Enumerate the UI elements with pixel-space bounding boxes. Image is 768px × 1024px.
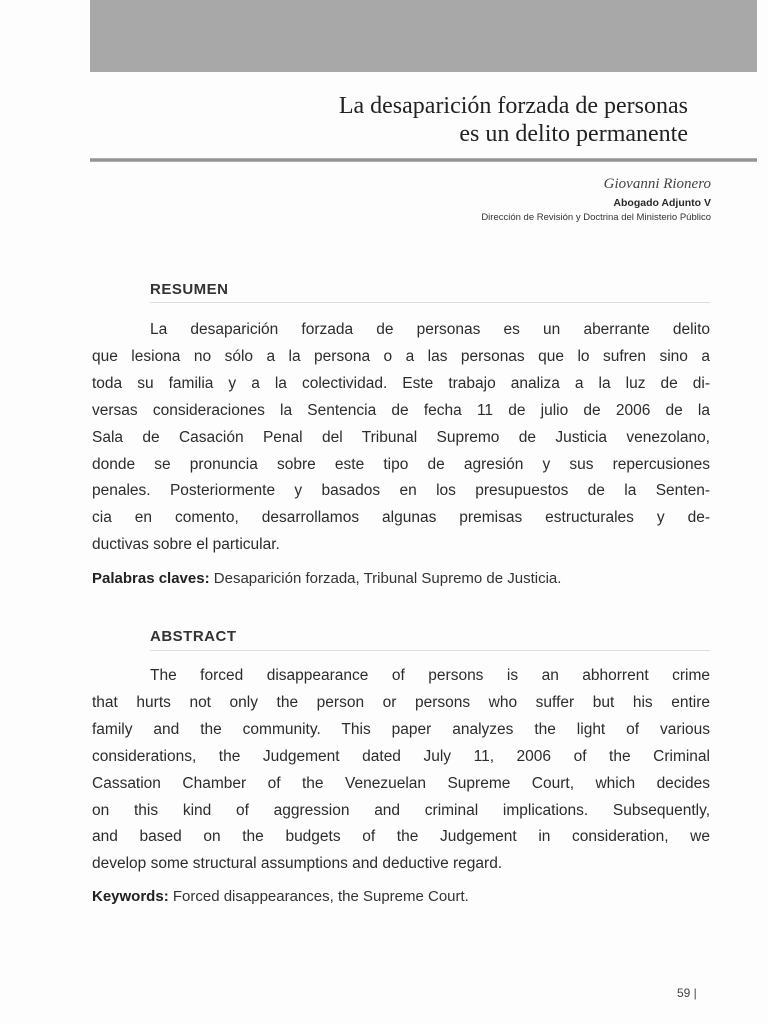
heading-rule xyxy=(150,650,710,651)
title-rule xyxy=(90,158,757,162)
author-name: Giovanni Rionero xyxy=(603,176,711,192)
text-line: La desaparición forzada de personas es un aberrante delito xyxy=(150,321,710,338)
text-line: donde se pronuncia sobre este tipo de agresión y sus repercusiones xyxy=(92,455,710,473)
title-line: es un delito permanente xyxy=(459,121,688,147)
author-role: Abogado Adjunto V xyxy=(613,197,711,209)
title-line: La desaparición forzada de personas xyxy=(338,93,688,119)
abstract-heading: ABSTRACT xyxy=(150,628,237,645)
keywords-label: Palabras claves: xyxy=(92,570,210,587)
text-line: Sala de Casación Penal del Tribunal Supremo de Justicia venezolano, xyxy=(92,428,710,446)
resumen-keywords xyxy=(92,570,561,587)
text-line: develop some structural assumptions and deductive regard. xyxy=(92,855,503,873)
keywords-label: Keywords: xyxy=(92,888,169,905)
text-line: that hurts not only the person or persons who suffer but his entire xyxy=(92,693,710,711)
text-line: and based on the budgets of the Judgement in consideration, we xyxy=(92,828,710,846)
keywords-text: Forced disappearances, the Supreme Court. xyxy=(172,888,469,905)
text-line: considerations, the Judgement dated July 11, 2006 of the Criminal xyxy=(92,747,710,765)
resumen-heading: RESUMEN xyxy=(150,281,229,298)
text-line: ductivas sobre el particular. xyxy=(92,536,280,554)
text-line: que lesiona no sólo a la persona o a las personas que lo sufren sino a xyxy=(92,347,710,365)
heading-rule xyxy=(150,302,710,303)
header-band xyxy=(90,0,757,72)
text-line: The forced disappearance of persons is an abhorrent crime xyxy=(150,667,710,684)
keywords-text: Desaparición forzada, Tribunal Supremo de Justicia. xyxy=(213,570,562,587)
author-department: Dirección de Revisión y Doctrina del Ministerio Público xyxy=(481,212,711,223)
resumen-paragraph xyxy=(92,317,710,559)
abstract-paragraph xyxy=(92,663,710,878)
text-line: family and the community. This paper analyzes the light of various xyxy=(92,720,710,738)
text-line: toda su familia y a la colectividad. Este trabajo analiza a la luz de di- xyxy=(92,374,710,392)
author-block xyxy=(481,176,711,223)
text-line: versas consideraciones la Sentencia de fecha 11 de julio de 2006 de la xyxy=(92,401,710,419)
text-line: penales. Posteriormente y basados en los presupuestos de la Senten- xyxy=(92,482,710,500)
article-title xyxy=(339,92,688,148)
abstract-keywords xyxy=(92,888,469,905)
text-line: Cassation Chamber of the Venezuelan Supreme Court, which decides xyxy=(92,774,710,792)
text-line: on this kind of aggression and criminal implications. Subsequently, xyxy=(92,801,710,819)
text-line: cia en comento, desarrollamos algunas premisas estructurales y de- xyxy=(92,509,710,527)
page-number: 59 | xyxy=(677,986,697,1000)
